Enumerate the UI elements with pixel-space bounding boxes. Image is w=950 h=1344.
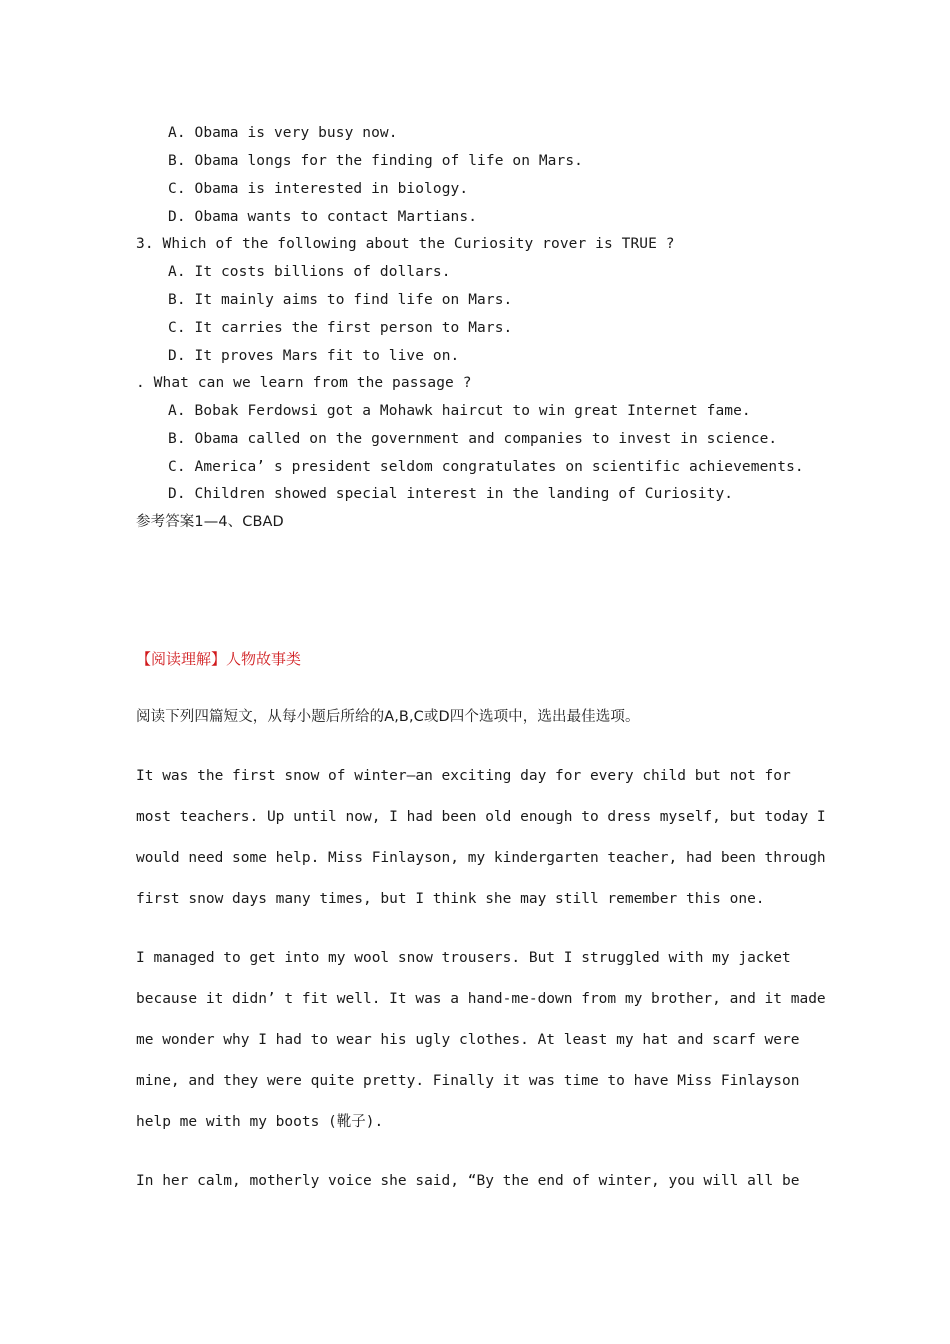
q2-option-a: A. Obama is very busy now. (168, 125, 398, 141)
q4-option-c: C. America’ s president seldom congratulates on scientific achievements. (168, 459, 804, 475)
q3-option-d: D. It proves Mars fit to live on. (168, 348, 460, 364)
passage-p2-line1: I managed to get into my wool snow trousers. But I struggled with my jacket (136, 950, 791, 966)
q4-stem: . What can we learn from the passage ? (136, 375, 472, 391)
passage-p2-line5: help me with my boots (靴子). (136, 1114, 384, 1130)
passage-p1-line2: most teachers. Up until now, I had been old enough to dress myself, but today I (136, 809, 826, 825)
q3-stem: 3. Which of the following about the Curiosity rover is TRUE ? (136, 236, 675, 252)
passage-p1-line1: It was the first snow of winter—an exciting day for every child but not for (136, 768, 791, 784)
q4-option-a: A. Bobak Ferdowsi got a Mohawk haircut to win great Internet fame. (168, 403, 751, 419)
answer-key: 参考答案1—4、CBAD (136, 514, 284, 530)
passage-p1-line4: first snow days many times, but I think she may still remember this one. (136, 891, 765, 907)
passage-p1-line3: would need some help. Miss Finlayson, my kindergarten teacher, had been through (136, 850, 826, 866)
q3-option-b: B. It mainly aims to find life on Mars. (168, 292, 513, 308)
q4-option-b: B. Obama called on the government and companies to invest in science. (168, 431, 778, 447)
q4-option-d: D. Children showed special interest in the landing of Curiosity. (168, 486, 734, 502)
instruction-text: 阅读下列四篇短文，从每小题后所给的A,B,C或D四个选项中，选出最佳选项。 (136, 709, 640, 725)
q3-option-c: C. It carries the first person to Mars. (168, 320, 513, 336)
passage-p3-line1: In her calm, motherly voice she said, “By the end of winter, you will all be (136, 1173, 800, 1189)
passage-p2-line3: me wonder why I had to wear his ugly clothes. At least my hat and scarf were (136, 1032, 800, 1048)
q2-option-b: B. Obama longs for the finding of life on Mars. (168, 153, 583, 169)
passage-p2-line2: because it didn’ t fit well. It was a hand-me-down from my brother, and it made (136, 991, 826, 1007)
q2-option-d: D. Obama wants to contact Martians. (168, 209, 478, 225)
q3-option-a: A. It costs billions of dollars. (168, 264, 451, 280)
section-heading: 【阅读理解】人物故事类 (136, 650, 302, 668)
q2-option-c: C. Obama is interested in biology. (168, 181, 469, 197)
passage-p2-line4: mine, and they were quite pretty. Finally it was time to have Miss Finlayson (136, 1073, 800, 1089)
